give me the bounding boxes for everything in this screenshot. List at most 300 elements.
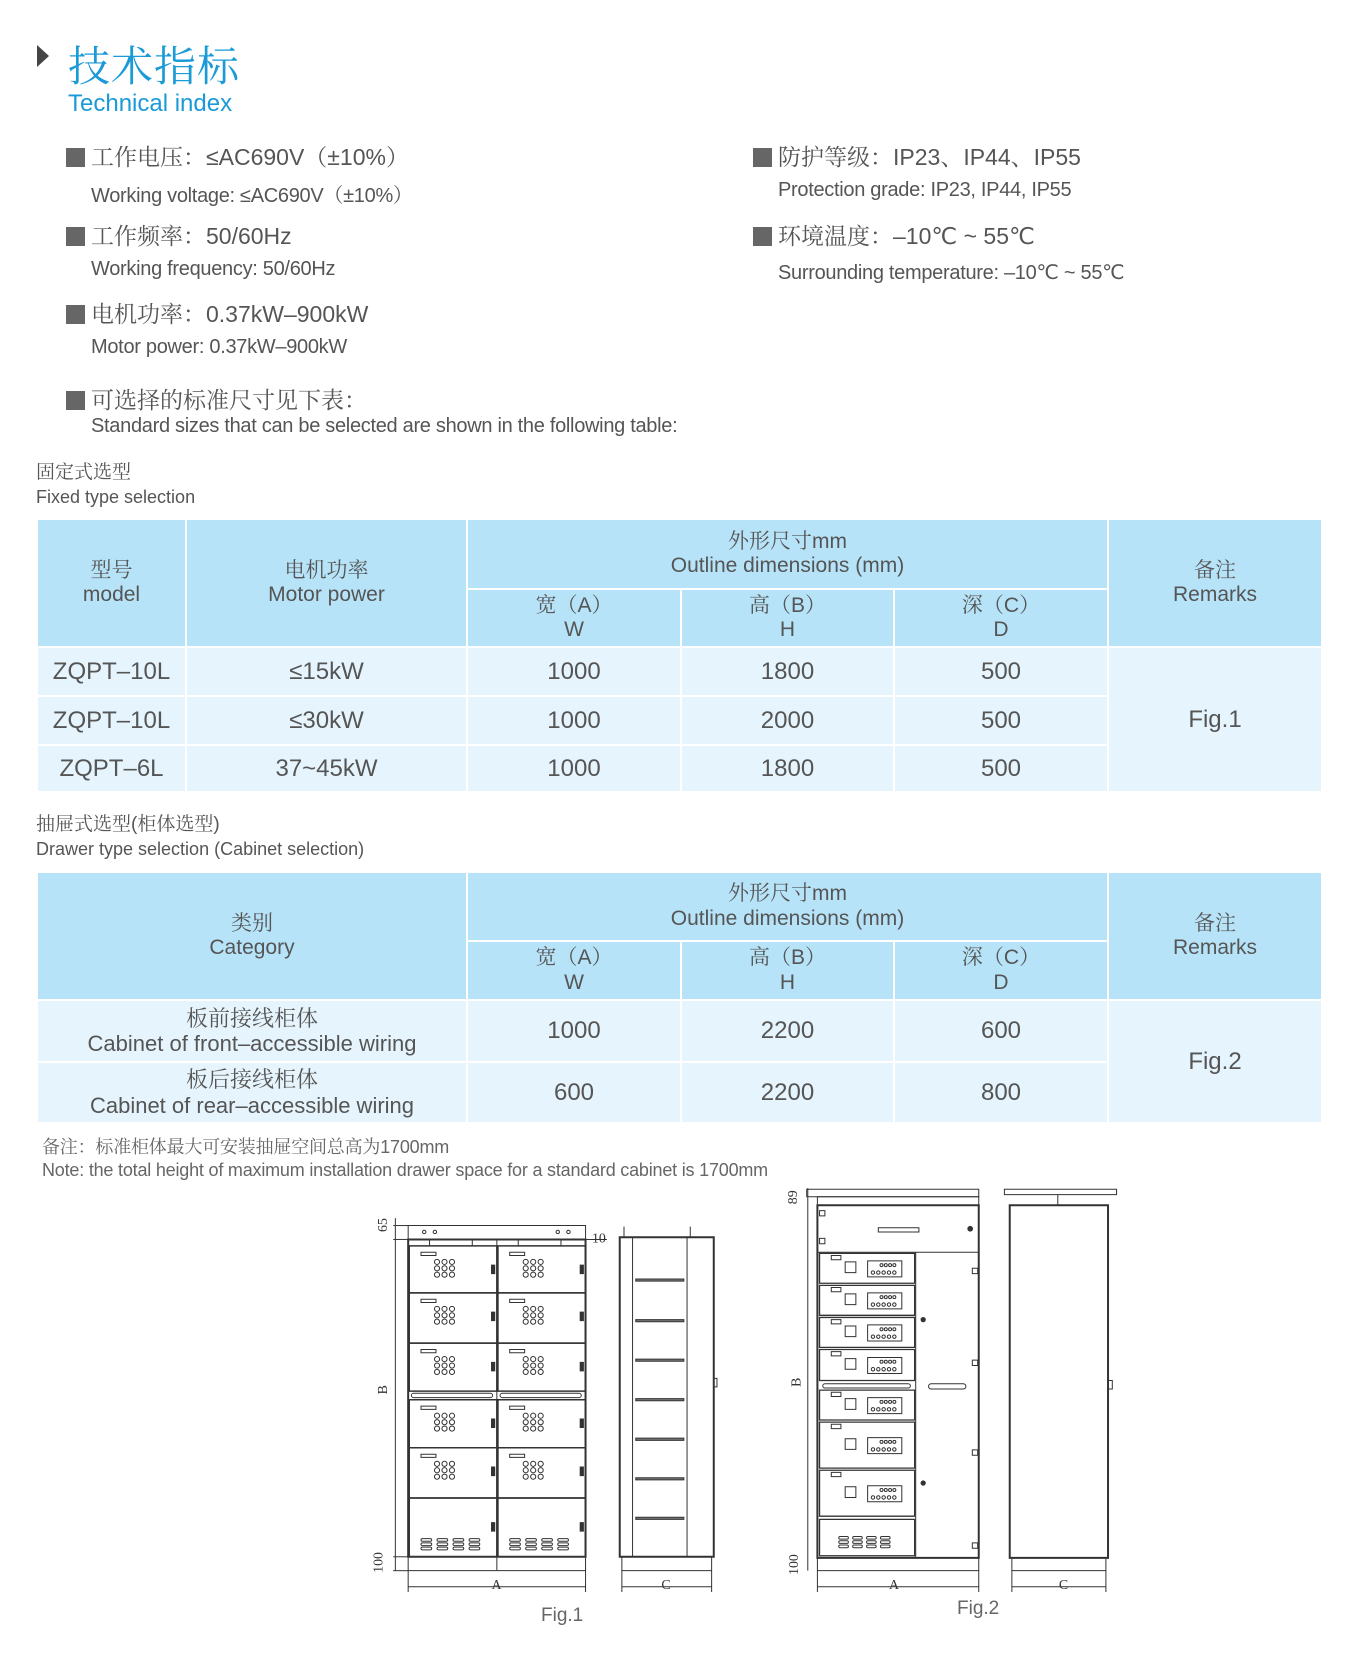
cell-model: ZQPT–6L [37, 745, 186, 792]
header-height: 高（B） H [681, 941, 894, 1000]
drawer-unit [498, 1343, 586, 1391]
indicator-lamp-icon [434, 1426, 439, 1431]
indicator-lamp-icon [442, 1461, 447, 1466]
dim-label: B [375, 1385, 391, 1395]
header-depth: 深（C） D [894, 941, 1108, 1000]
indicator-lamp-icon [523, 1306, 528, 1311]
indicator-lamp-icon [887, 1496, 890, 1499]
indicator-lamp-icon [538, 1426, 543, 1431]
drawer-unit [820, 1349, 915, 1380]
vent-slot [510, 1539, 521, 1542]
drawer-label [831, 1352, 841, 1356]
dim-label: A [491, 1577, 502, 1593]
knob-icon [422, 1230, 425, 1233]
dim-label: B [789, 1377, 805, 1387]
indicator-lamp-icon [523, 1426, 528, 1431]
side-bar [636, 1517, 684, 1519]
indicator-lamp-icon [523, 1474, 528, 1479]
vent-slot [867, 1541, 877, 1544]
handle-icon [492, 1467, 495, 1476]
indicator-lamp-icon [449, 1369, 454, 1374]
indicator-lamp-icon [442, 1420, 447, 1425]
indicator-lamp-icon [889, 1400, 892, 1403]
indicator-lamp-icon [442, 1272, 447, 1277]
vent-slot [853, 1545, 863, 1548]
indicator-lamp-icon [531, 1259, 536, 1264]
indicator-lamp-icon [442, 1474, 447, 1479]
indicator-lamp-icon [538, 1474, 543, 1479]
indicator-lamp-icon [538, 1468, 543, 1473]
indicator-lamp-icon [884, 1328, 887, 1331]
header-width: 宽（A） W [467, 941, 681, 1000]
indicator-lamp-icon [880, 1264, 883, 1267]
fig2-drawing [807, 1188, 1117, 1592]
indicator-lamp-icon [893, 1328, 896, 1331]
indicator-lamp-icon [434, 1259, 439, 1264]
indicator-lamp-icon [893, 1440, 896, 1443]
vent-slot [510, 1547, 521, 1550]
hinge-icon [972, 1268, 977, 1273]
drawer-unit [820, 1285, 915, 1315]
indicator-lamp-icon [538, 1313, 543, 1318]
drawer-label [421, 1406, 436, 1409]
indicator-lamp-icon [434, 1363, 439, 1368]
indicator-lamp-icon [893, 1400, 896, 1403]
indicator-lamp-icon [523, 1357, 528, 1362]
vent-slot [880, 1545, 890, 1548]
top-cap [817, 1197, 978, 1206]
spec-cn: 环境温度：–10℃ ~ 55℃ [778, 223, 1035, 249]
indicator-lamp-icon [871, 1408, 874, 1411]
drawer-label [510, 1454, 525, 1457]
indicator-lamp-icon [442, 1369, 447, 1374]
vent-slot [542, 1547, 553, 1550]
vent-slot [880, 1541, 890, 1544]
vent-slot [510, 1543, 521, 1546]
indicator-lamp-icon [434, 1272, 439, 1277]
vent-slot [437, 1543, 448, 1546]
vent-slot [558, 1547, 569, 1550]
cell-width: 600 [467, 1062, 681, 1123]
indicator-lamp-icon [884, 1400, 887, 1403]
indicator-lamp-icon [538, 1319, 543, 1324]
indicator-lamp-icon [880, 1489, 883, 1492]
indicator-lamp-icon [871, 1448, 874, 1451]
side-bar [636, 1320, 684, 1322]
vent-slot [867, 1545, 877, 1548]
vent-slot [526, 1543, 537, 1546]
indicator-lamp-icon [523, 1420, 528, 1425]
drawer-label [510, 1349, 525, 1352]
indicator-lamp-icon [523, 1272, 528, 1277]
indicator-lamp-icon [882, 1303, 885, 1306]
indicator-lamp-icon [434, 1413, 439, 1418]
indicator-lamp-icon [884, 1489, 887, 1492]
side-bar [636, 1359, 684, 1361]
indicator-lamp-icon [538, 1461, 543, 1466]
side-bar [636, 1279, 684, 1281]
indicator-lamp-icon [434, 1369, 439, 1374]
indicator-lamp-icon [442, 1413, 447, 1418]
page-title: 技术指标 [68, 43, 241, 90]
vent-slot [421, 1543, 432, 1546]
vent-slot [526, 1539, 537, 1542]
indicator-lamp-icon [434, 1468, 439, 1473]
switch-icon [845, 1399, 856, 1410]
indicator-lamp-icon [882, 1335, 885, 1338]
cabinet-front [817, 1205, 978, 1558]
indicator-lamp-icon [538, 1357, 543, 1362]
fig2-caption: Fig.2 [957, 1598, 1000, 1619]
vent-slot [437, 1547, 448, 1550]
indicator-lamp-icon [449, 1266, 454, 1271]
switch-icon [845, 1294, 856, 1305]
hinge-icon [972, 1543, 977, 1548]
note-cn: 备注：标准柜体最大可安装抽屉空间总高为1700mm [42, 1137, 450, 1157]
handle-icon [580, 1467, 583, 1476]
handle-icon [580, 1523, 583, 1532]
handle-icon [714, 1378, 717, 1387]
knob-icon [556, 1230, 559, 1233]
indicator-lamp-icon [531, 1363, 536, 1368]
spec-en: Motor power: 0.37kW–900kW [91, 336, 347, 358]
indicator-lamp-icon [449, 1474, 454, 1479]
cabinet-base [817, 1558, 978, 1571]
cell-depth: 600 [894, 1000, 1108, 1062]
vent-slot [469, 1539, 480, 1542]
indicator-lamp-icon [523, 1413, 528, 1418]
cell-width: 1000 [467, 1000, 681, 1062]
indicator-lamp-icon [523, 1266, 528, 1271]
indicator-lamp-icon [893, 1360, 896, 1363]
header-width: 宽（A） W [467, 589, 681, 647]
handle-icon [492, 1419, 495, 1428]
indicator-lamp-icon [449, 1468, 454, 1473]
spec-en: Standard sizes that can be selected are shown in the following table: [91, 415, 678, 437]
indicator-lamp-icon [531, 1461, 536, 1466]
drawer-label [831, 1255, 841, 1259]
handle-icon [492, 1265, 495, 1274]
indicator-lamp-icon [893, 1296, 896, 1299]
knob-icon [567, 1230, 570, 1233]
indicator-lamp-icon [893, 1368, 896, 1371]
indicator-lamp-icon [442, 1363, 447, 1368]
drawer-label [831, 1320, 841, 1324]
handle-icon [580, 1265, 583, 1274]
indicator-lamp-icon [449, 1259, 454, 1264]
vent-slot [867, 1536, 877, 1539]
header-outline-dimensions: 外形尺寸mm Outline dimensions (mm) [467, 872, 1108, 941]
header-model: 型号 model [37, 519, 186, 647]
handle-icon [580, 1312, 583, 1321]
dim-label: 100 [371, 1551, 387, 1573]
vent-slot [453, 1539, 464, 1542]
indicator-lamp-icon [893, 1264, 896, 1267]
side-bar [636, 1478, 684, 1480]
indicator-lamp-icon [434, 1266, 439, 1271]
vent-slot [542, 1539, 553, 1542]
indicator-lamp-icon [531, 1474, 536, 1479]
header-depth: 深（C） D [894, 589, 1108, 647]
cabinet-base [622, 1557, 712, 1571]
dim-label: 10 [591, 1231, 606, 1247]
drawer-label [831, 1472, 841, 1476]
indicator-lamp-icon [871, 1368, 874, 1371]
hinge-icon [820, 1211, 825, 1216]
indicator-lamp-icon [877, 1496, 880, 1499]
dim-label: 89 [786, 1190, 802, 1205]
drawer-label [831, 1424, 841, 1428]
spec-en: Working voltage: ≤AC690V（±10%） [91, 185, 413, 207]
indicator-lamp-icon [893, 1489, 896, 1492]
indicator-lamp-icon [882, 1496, 885, 1499]
indicator-lamp-icon [877, 1271, 880, 1274]
indicator-lamp-icon [880, 1296, 883, 1299]
indicator-lamp-icon [523, 1369, 528, 1374]
cell-height: 1800 [681, 745, 894, 792]
indicator-lamp-icon [523, 1363, 528, 1368]
cell-model: ZQPT–10L [37, 696, 186, 745]
indicator-lamp-icon [884, 1264, 887, 1267]
knob-icon [968, 1226, 973, 1231]
indicator-lamp-icon [887, 1335, 890, 1338]
indicator-lamp-icon [442, 1313, 447, 1318]
indicator-lamp-icon [538, 1413, 543, 1418]
indicator-lamp-icon [893, 1271, 896, 1274]
indicator-lamp-icon [893, 1496, 896, 1499]
cell-height: 1800 [681, 647, 894, 696]
indicator-lamp-icon [442, 1426, 447, 1431]
indicator-lamp-icon [449, 1413, 454, 1418]
indicator-lamp-icon [449, 1357, 454, 1362]
terminal-area [820, 1519, 915, 1555]
side-bar [636, 1399, 684, 1401]
drawer-unit [409, 1246, 497, 1293]
cell-remark: Fig.1 [1108, 647, 1322, 792]
indicator-lamp-icon [523, 1468, 528, 1473]
nameplate [878, 1228, 919, 1232]
drawer-unit [820, 1317, 915, 1347]
cell-width: 1000 [467, 745, 681, 792]
indicator-lamp-icon [538, 1266, 543, 1271]
spec-en: Protection grade: IP23, IP44, IP55 [778, 179, 1072, 201]
indicator-lamp-icon [889, 1296, 892, 1299]
drawer-section-subtitle: Drawer type selection (Cabinet selection) [36, 839, 365, 859]
indicator-lamp-icon [538, 1272, 543, 1277]
handle-icon [580, 1419, 583, 1428]
dim-label: 65 [375, 1218, 391, 1232]
indicator-lamp-icon [538, 1420, 543, 1425]
indicator-lamp-icon [887, 1448, 890, 1451]
vent-slot [880, 1536, 890, 1539]
drawer-label [510, 1406, 525, 1409]
indicator-lamp-icon [893, 1335, 896, 1338]
indicator-lamp-icon [531, 1468, 536, 1473]
vent-slot [437, 1539, 448, 1542]
drawer-label [510, 1299, 525, 1302]
cabinet-side [620, 1237, 714, 1556]
drawer-label [421, 1454, 436, 1457]
vent-slot [421, 1539, 432, 1542]
page-subtitle: Technical index [68, 90, 233, 117]
drawer-unit [409, 1400, 497, 1448]
cell-power: 37~45kW [186, 745, 467, 792]
vent-slot [526, 1547, 537, 1550]
indicator-lamp-icon [871, 1271, 874, 1274]
fig1-caption: Fig.1 [541, 1605, 584, 1626]
cell-depth: 500 [894, 647, 1108, 696]
cell-remark: Fig.2 [1108, 1000, 1322, 1123]
drawer-label [421, 1252, 436, 1255]
cell-height: 2200 [681, 1062, 894, 1123]
indicator-lamp-icon [531, 1369, 536, 1374]
indicator-lamp-icon [887, 1271, 890, 1274]
indicator-lamp-icon [877, 1448, 880, 1451]
drawer-unit [498, 1246, 586, 1293]
hinge-icon [820, 1238, 825, 1243]
indicator-lamp-icon [531, 1319, 536, 1324]
fig1-drawing [393, 1218, 717, 1592]
knob-icon [433, 1230, 436, 1233]
indicator-lamp-icon [449, 1306, 454, 1311]
cell-power: ≤15kW [186, 647, 467, 696]
indicator-lamp-icon [538, 1369, 543, 1374]
indicator-lamp-icon [877, 1303, 880, 1306]
indicator-lamp-icon [871, 1303, 874, 1306]
switch-icon [845, 1326, 856, 1337]
indicator-lamp-icon [893, 1303, 896, 1306]
indicator-lamp-icon [531, 1357, 536, 1362]
indicator-lamp-icon [449, 1313, 454, 1318]
spec-cn: 工作频率：50/60Hz [91, 223, 292, 249]
note-en: Note: the total height of maximum installation drawer space for a standard cabinet is 1700mm [42, 1160, 768, 1180]
indicator-lamp-icon [523, 1461, 528, 1466]
spec-en: Working frequency: 50/60Hz [91, 258, 336, 280]
indicator-lamp-icon [882, 1368, 885, 1371]
indicator-lamp-icon [434, 1474, 439, 1479]
indicator-lamp-icon [523, 1313, 528, 1318]
indicator-lamp-icon [884, 1360, 887, 1363]
top-plate [807, 1189, 979, 1196]
indicator-lamp-icon [531, 1313, 536, 1318]
indicator-lamp-icon [887, 1303, 890, 1306]
drawer-label [421, 1299, 436, 1302]
spec-cn: 工作电压：≤AC690V（±10%） [91, 144, 409, 170]
rail [500, 1393, 581, 1397]
indicator-lamp-icon [889, 1328, 892, 1331]
hinge-icon [972, 1360, 977, 1365]
vent-slot [453, 1543, 464, 1546]
header-category: 类别 Category [37, 872, 467, 1000]
drawer-label [421, 1349, 436, 1352]
cell-height: 2200 [681, 1000, 894, 1062]
indicator-lamp-icon [531, 1413, 536, 1418]
switch-icon [845, 1487, 856, 1498]
header-outline-dimensions: 外形尺寸mm Outline dimensions (mm) [467, 519, 1108, 589]
indicator-lamp-icon [538, 1306, 543, 1311]
cell-model: ZQPT–10L [37, 647, 186, 696]
vent-slot [469, 1547, 480, 1550]
side-bar [636, 1438, 684, 1440]
cell-depth: 500 [894, 696, 1108, 745]
rail [411, 1393, 492, 1397]
indicator-lamp-icon [889, 1264, 892, 1267]
dim-label: C [1058, 1577, 1069, 1593]
vent-slot [558, 1543, 569, 1546]
indicator-lamp-icon [877, 1368, 880, 1371]
cell-height: 2000 [681, 696, 894, 745]
indicator-lamp-icon [449, 1426, 454, 1431]
cell-category: 板后接线柜体 Cabinet of rear–accessible wiring [37, 1062, 467, 1123]
vent-slot [453, 1547, 464, 1550]
spec-en: Surrounding temperature: –10℃ ~ 55℃ [778, 262, 1125, 284]
indicator-lamp-icon [523, 1319, 528, 1324]
hinge-icon [972, 1450, 977, 1455]
indicator-lamp-icon [434, 1420, 439, 1425]
indicator-lamp-icon [449, 1272, 454, 1277]
indicator-lamp-icon [877, 1408, 880, 1411]
fixed-section-title: 固定式选型 [36, 462, 132, 483]
cell-depth: 500 [894, 745, 1108, 792]
rail [823, 1384, 911, 1388]
indicator-lamp-icon [449, 1363, 454, 1368]
fixed-section-subtitle: Fixed type selection [36, 487, 196, 507]
indicator-lamp-icon [884, 1296, 887, 1299]
indicator-lamp-icon [893, 1448, 896, 1451]
drawer-section-title: 抽屉式选型(柜体选型) [36, 814, 220, 835]
indicator-lamp-icon [880, 1400, 883, 1403]
switch-icon [845, 1359, 856, 1370]
indicator-lamp-icon [538, 1363, 543, 1368]
vent-slot [839, 1536, 849, 1539]
dim-label: 100 [787, 1554, 803, 1575]
indicator-lamp-icon [442, 1266, 447, 1271]
header-height: 高（B） H [681, 589, 894, 647]
drawer-unit [409, 1343, 497, 1391]
drawer-unit [820, 1253, 915, 1283]
vent-slot [469, 1543, 480, 1546]
vent-slot [853, 1536, 863, 1539]
vent-slot [853, 1541, 863, 1544]
vent-slot [839, 1545, 849, 1548]
indicator-lamp-icon [434, 1313, 439, 1318]
indicator-lamp-icon [442, 1468, 447, 1473]
drawer-unit [820, 1390, 915, 1420]
indicator-lamp-icon [889, 1360, 892, 1363]
indicator-lamp-icon [884, 1440, 887, 1443]
indicator-lamp-icon [882, 1408, 885, 1411]
header-motor-power: 电机功率 Motor power [186, 519, 467, 647]
indicator-lamp-icon [434, 1306, 439, 1311]
vent-slot [839, 1541, 849, 1544]
switch-icon [845, 1262, 856, 1273]
indicator-lamp-icon [523, 1259, 528, 1264]
dim-label: A [888, 1577, 900, 1593]
indicator-lamp-icon [893, 1408, 896, 1411]
indicator-lamp-icon [882, 1448, 885, 1451]
indicator-lamp-icon [531, 1420, 536, 1425]
indicator-lamp-icon [531, 1266, 536, 1271]
cell-category: 板前接线柜体 Cabinet of front–accessible wiring [37, 1000, 467, 1062]
drawer-label [831, 1288, 841, 1292]
vent-slot [421, 1547, 432, 1550]
drawer-unit [498, 1400, 586, 1448]
indicator-lamp-icon [887, 1408, 890, 1411]
indicator-lamp-icon [871, 1335, 874, 1338]
vent-slot [542, 1543, 553, 1546]
indicator-lamp-icon [880, 1360, 883, 1363]
spec-cn: 防护等级：IP23、IP44、IP55 [778, 144, 1081, 170]
